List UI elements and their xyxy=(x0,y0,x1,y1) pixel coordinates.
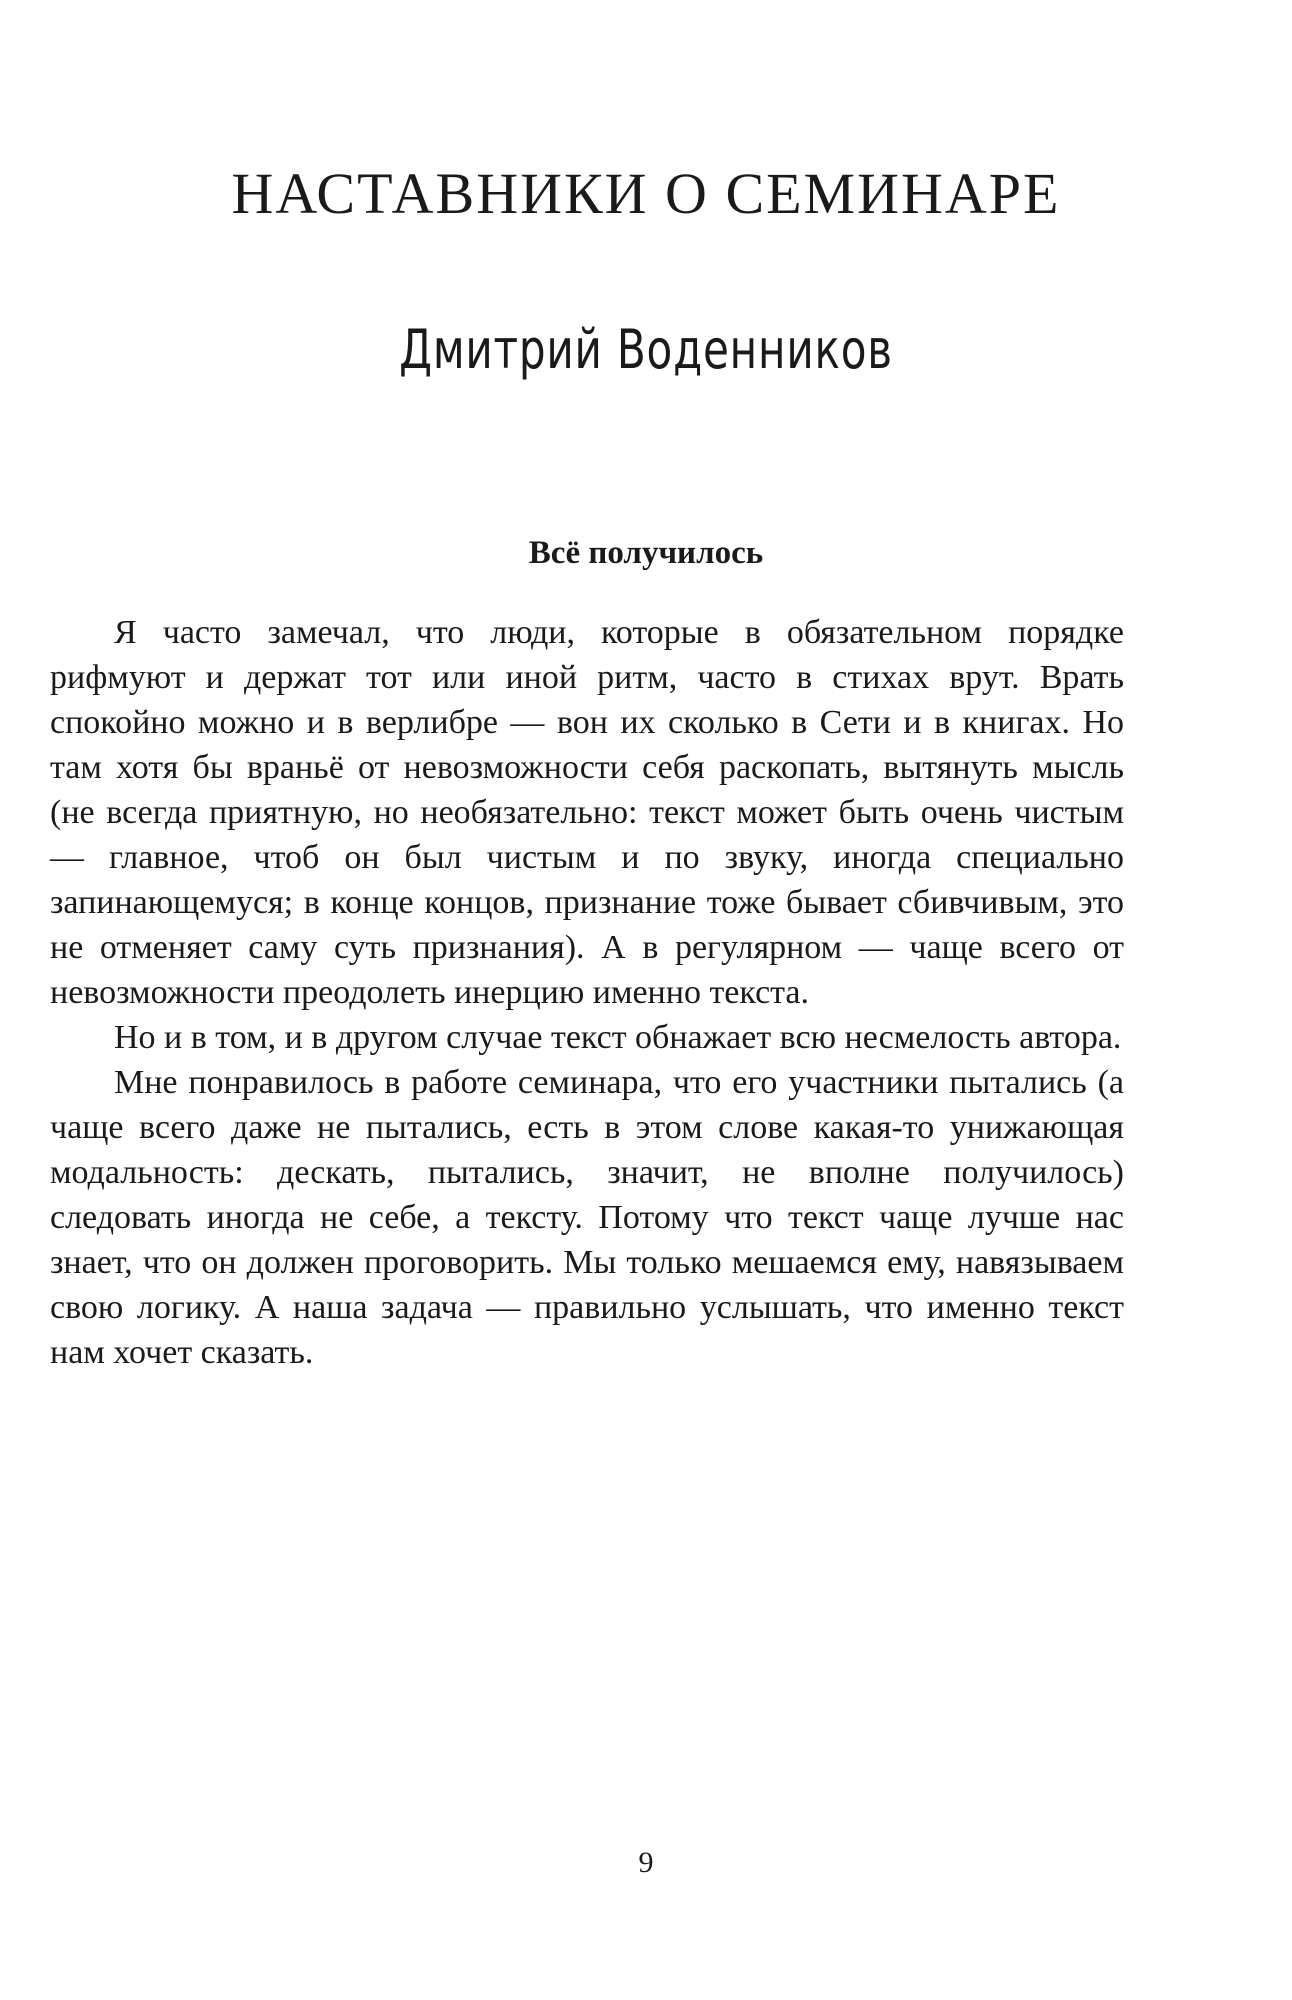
paragraph: Я часто замечал, что люди, которые в обязательном порядке рифмуют и держат тот или иной ритм, часто в стихах врут. Врать спокойно можно и в верлибре — вон их сколько в Сети и в книгах. Но там хотя бы враньё от невозможности себя раскопать, вытянуть мысль (не всегда приятную, но необязательно: текст может быть очень чистым — главное, чтоб он был чистым и по звуку, иногда специально запинающемуся; в конце концов, признание тоже бывает сбивчивым, это не отменяет саму суть признания). А в регулярном — чаще всего от невозможности преодолеть инерцию именно текста. xyxy=(50,614,1124,1011)
section-title: НАСТАВНИКИ О СЕМИНАРЕ xyxy=(231,161,1061,226)
paragraph: Мне понравилось в работе семинара, что его участники пытались (а чаще всего даже не пытались, есть в этом слове какая-то унижающая модальность: дескать, пытались, значит, не вполне получилось) следовать иногда не себе, а тексту. Потому что текст чаще лучше нас знает, что он должен проговорить. Мы только мешаемся ему, навязываем свою логику. А наша задача — правильно услышать, что именно текст нам хочет сказать. xyxy=(50,1064,1124,1371)
essay-body xyxy=(50,610,1124,1375)
paragraph: Но и в том, и в другом случае текст обнажает всю несмелость автора. xyxy=(114,1019,1122,1056)
page-number: 9 xyxy=(638,1846,654,1879)
author-name: Дмитрий Воденников xyxy=(399,318,893,381)
essay-title: Всё получилось xyxy=(528,535,764,571)
